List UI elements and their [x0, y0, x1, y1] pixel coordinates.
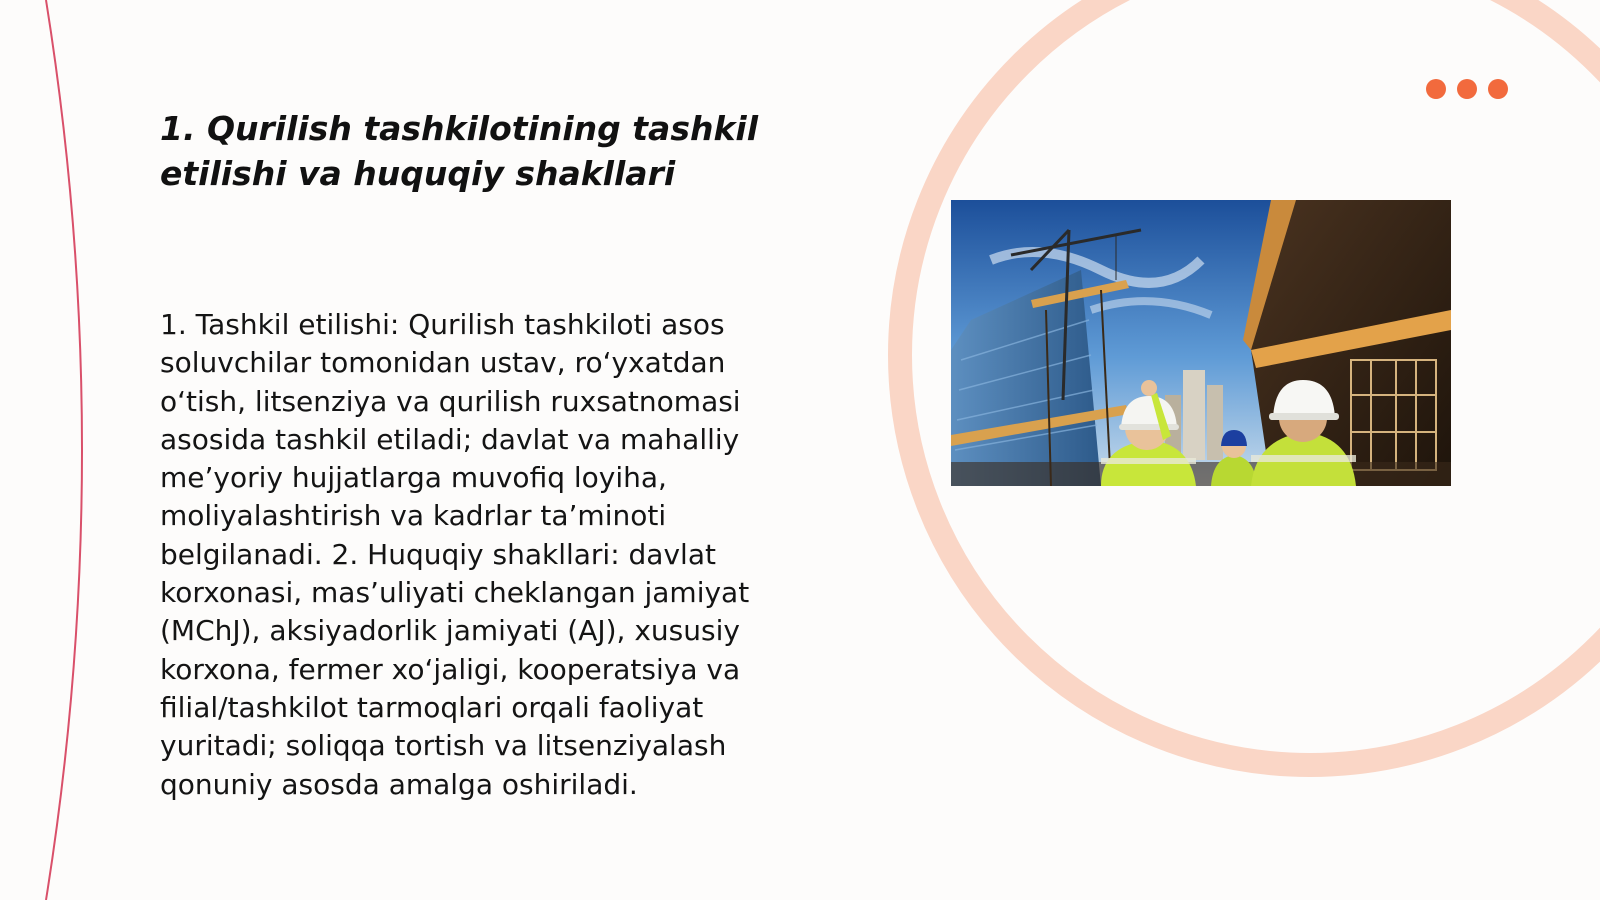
dot-icon: [1457, 79, 1477, 99]
dot-icon: [1426, 79, 1446, 99]
more-dots-icon[interactable]: [1426, 79, 1508, 99]
slide-title: 1. Qurilish tashkilotining tashkil etilishi va huquqiy shakllari: [160, 109, 759, 193]
slide-body-text: 1. Tashkil etilishi: Qurilish tashkiloti asos soluvchilar tomonidan ustav, ro‘yxatdan o‘tish, litsenziya va qurilish ruxsatnomasi asosida tashkil etiladi; davlat va mahalliy me’yoriy hujjatlarga muvofiq loyiha, moliyalashtirish va kadrlar ta’minoti belgilanadi. 2. Huquqiy shakllari: davlat korxonasi, mas’uliyati cheklangan jamiyat (MChJ), aksiyadorlik jamiyati (AJ), xususiy korxona, fermer xo‘jaligi, kooperatsiya va filial/tashkilot tarmoqlari orqali faoliyat yuritadi; soliqqa tortish va litsenziyalash qonuniy asosda amalga oshiriladi.: [160, 308, 750, 801]
left-edge-curve: [46, 0, 82, 900]
construction-site-photo: [951, 200, 1451, 486]
dot-icon: [1488, 79, 1508, 99]
